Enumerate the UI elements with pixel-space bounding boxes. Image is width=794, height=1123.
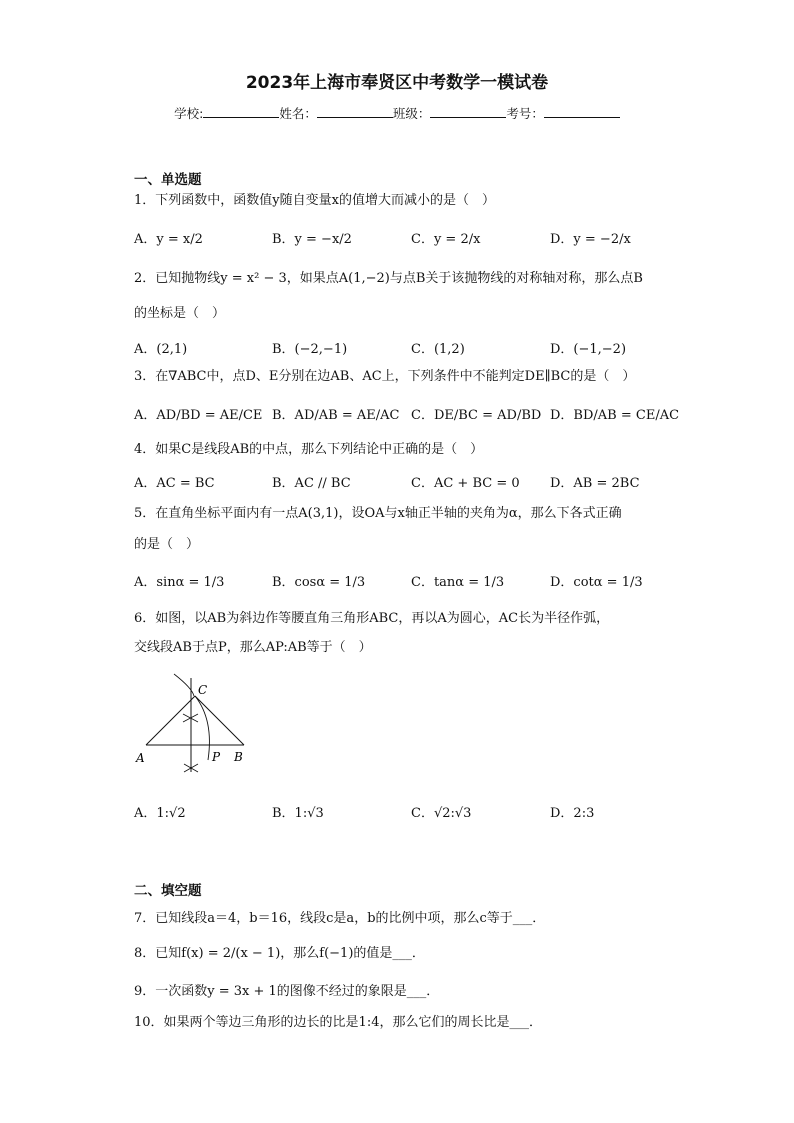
question-5-stem-line2: 的是（ ） <box>134 537 200 552</box>
q6-option-d[interactable]: D．2:3 <box>550 806 595 821</box>
label-c: C <box>198 683 208 697</box>
question-6-stem-line1: 6．如图，以AB为斜边作等腰直角三角形ABC，再以A为圆心，AC长为半径作弧， <box>134 611 610 626</box>
label-b: B <box>234 750 243 764</box>
q5-option-a[interactable]: A．sinα = 1/3 <box>134 575 225 590</box>
question-4-stem: 4．如果C是线段AB的中点，那么下列结论中正确的是（ ） <box>134 442 484 457</box>
q1-option-c[interactable]: C．y = 2/x <box>411 232 481 247</box>
label-a: A <box>136 751 145 765</box>
arc-center-a <box>195 696 209 760</box>
question-2-stem-line1: 2．已知抛物线y = x² − 3，如果点A(1,−2)与点B关于该抛物线的对称轴对称，那么点B <box>134 271 643 286</box>
section-heading-single-choice: 一、单选题 <box>134 172 202 188</box>
side-bc <box>195 696 244 745</box>
q3-option-a[interactable]: A．AD/BD = AE/CE <box>134 408 263 423</box>
q2-option-b[interactable]: B．(−2,−1) <box>272 342 348 357</box>
q6-option-b[interactable]: B．1:√3 <box>272 806 324 821</box>
q1-option-b[interactable]: B．y = −x/2 <box>272 232 352 247</box>
q3-option-b[interactable]: B．AD/AB = AE/AC <box>272 408 400 423</box>
question-6-stem-line2: 交线段AB于点P，那么AP:AB等于（ ） <box>134 640 372 655</box>
q6-option-a[interactable]: A．1:√2 <box>134 806 186 821</box>
q3-option-c[interactable]: C．DE/BC = AD/BD <box>411 408 542 423</box>
triangle-figure <box>134 672 254 778</box>
section-heading-fill-in: 二、填空题 <box>134 883 202 899</box>
question-3-stem: 3．在∇ABC中，点D、E分别在边AB、AC上，下列条件中不能判定DE∥BC的是（ ） <box>134 369 636 384</box>
school-label: 学校: <box>174 106 204 121</box>
q2-option-a[interactable]: A．(2,1) <box>134 342 188 357</box>
q1-option-a[interactable]: A．y = x/2 <box>134 232 203 247</box>
class-label: 班级： <box>392 106 431 121</box>
q4-option-a[interactable]: A．AC = BC <box>134 476 215 491</box>
name-blank[interactable] <box>317 104 393 118</box>
name-label: 姓名： <box>279 106 317 121</box>
q5-option-b[interactable]: B．cosα = 1/3 <box>272 575 366 590</box>
q4-option-d[interactable]: D．AB = 2BC <box>550 476 640 491</box>
question-1-stem: 1．下列函数中，函数值y随自变量x的值增大而减小的是（ ） <box>134 193 495 208</box>
q1-option-d[interactable]: D．y = −2/x <box>550 232 631 247</box>
question-2-stem-line2: 的坐标是（ ） <box>134 306 226 321</box>
q4-option-c[interactable]: C．AC + BC = 0 <box>411 476 520 491</box>
q2-option-d[interactable]: D．(−1,−2) <box>550 342 627 357</box>
page-title: 2023年上海市奉贤区中考数学一模试卷 <box>245 73 549 93</box>
question-5-stem-line1: 5．在直角坐标平面内有一点A(3,1)，设OA与x轴正半轴的夹角为α，那么下各式正确 <box>134 506 622 521</box>
q2-option-c[interactable]: C．(1,2) <box>411 342 465 357</box>
school-blank[interactable] <box>203 104 279 118</box>
student-info-line <box>0 104 794 122</box>
question-10: 10．如果两个等边三角形的边长的比是1:4，那么它们的周长比是___． <box>134 1015 542 1030</box>
q3-option-d[interactable]: D．BD/AB = CE/AC <box>550 408 680 423</box>
exam-no-label: 考号： <box>506 106 544 121</box>
side-ac <box>146 696 195 745</box>
question-9: 9．一次函数y = 3x + 1的图像不经过的象限是___． <box>134 984 440 999</box>
class-blank[interactable] <box>430 104 506 118</box>
question-8: 8．已知f(x) = 2/(x − 1)，那么f(−1)的值是___． <box>134 946 425 961</box>
q6-option-c[interactable]: C．√2:√3 <box>411 806 472 821</box>
q4-option-b[interactable]: B．AC // BC <box>272 476 351 491</box>
q5-option-d[interactable]: D．cotα = 1/3 <box>550 575 643 590</box>
q5-option-c[interactable]: C．tanα = 1/3 <box>411 575 505 590</box>
exam-no-blank[interactable] <box>544 104 620 118</box>
label-p: P <box>212 750 221 764</box>
question-7: 7．已知线段a＝4，b＝16，线段c是a，b的比例中项，那么c等于___． <box>134 911 546 926</box>
